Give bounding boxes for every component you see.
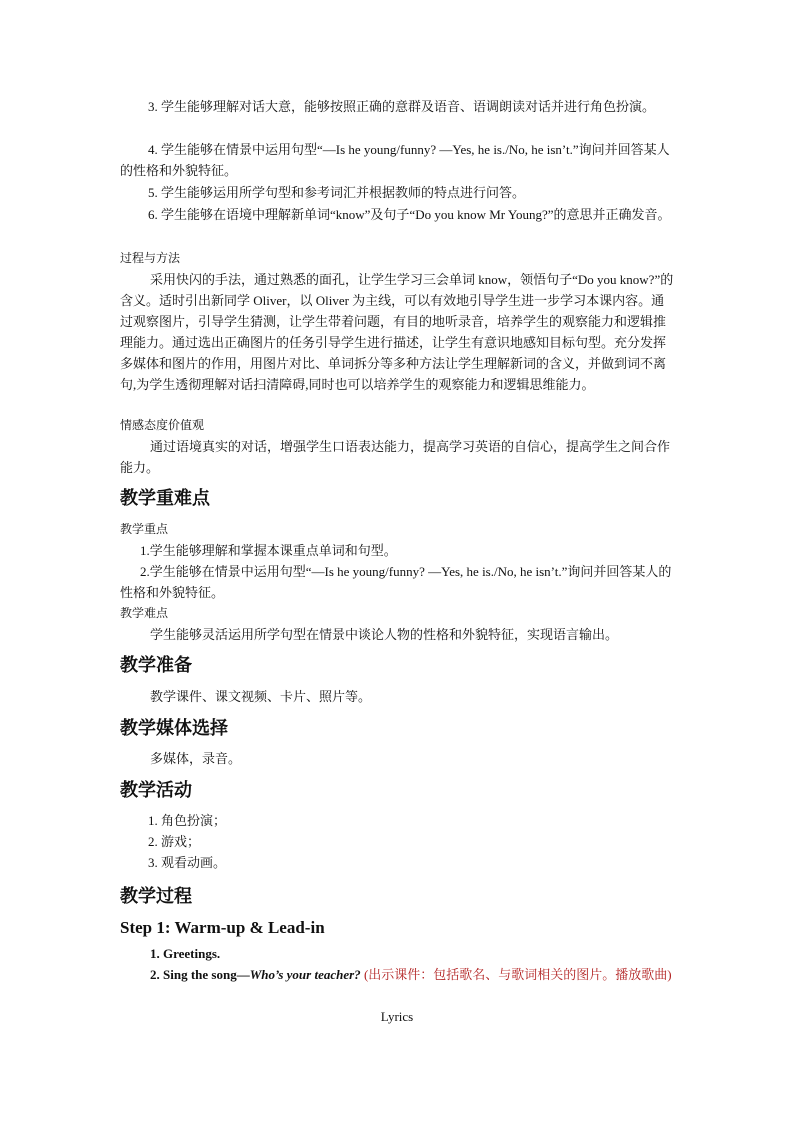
objective-3: 3. 学生能够理解对话大意，能够按照正确的意群及语音、语调朗读对话并进行角色扮演。	[148, 99, 656, 114]
song-title: Who’s your teacher?	[249, 967, 361, 982]
focus-item-1: 1.学生能够理解和掌握本课重点单词和句型。	[140, 543, 397, 558]
focus-item-2: 2.学生能够在情景中运用句型“—Is he young/funny? —Yes, he is./No, he isn’t.”询问并回答某人的性格和外貌特征。	[120, 564, 672, 600]
sing-note: (出示课件：包括歌名、与歌词相关的图片。播放歌曲)	[360, 967, 672, 982]
step-1-heading: Step 1: Warm-up & Lead-in	[120, 918, 325, 937]
prep-heading: 教学准备	[120, 655, 192, 675]
objective-6: 6. 学生能够在语境中理解新单词“know”及句子“Do you know Mr Young?”的意思并正确发音。	[148, 207, 671, 222]
focus-label: 教学重点	[120, 522, 169, 536]
attitude-label: 情感态度价值观	[120, 418, 205, 432]
objective-4: 4. 学生能够在情景中运用句型“—Is he young/funny? —Yes, he is./No, he isn’t.”询问并回答某人的性格和外貌特征。	[120, 142, 670, 178]
media-heading: 教学媒体选择	[120, 718, 228, 738]
process-method-text: 采用快闪的手法，通过熟悉的面孔，让学生学习三会单词 know，领悟句子“Do you know?”的含义。适时引出新同学 Oliver，以 Oliver 为主线，可以有效地引导学生进一步学习本课内容。通过观察图片，引导学生猜测，让学生带着问题，有目的地听录音，培养学生的观察能力和逻辑推理能力。通过选出正确图片的任务引导学生进行描述，让学生有意识地感知目标句型。充分发挥多媒体和图片的作用，用图片对比、单词拆分等多种方法让学生理解新词的含义，并做到词不离句,为学生透彻理解对话扫清障碍,同时也可以培养学生的观察能力和逻辑思维能力。	[120, 272, 674, 392]
media-text: 多媒体，录音。	[150, 751, 242, 766]
activity-item-2: 2. 游戏；	[148, 834, 201, 849]
greetings-item: 1. Greetings.	[150, 946, 221, 961]
attitude-text: 通过语境真实的对话，增强学生口语表达能力，提高学习英语的自信心，提高学生之间合作能力。	[120, 439, 671, 475]
activity-item-1: 1. 角色扮演；	[148, 813, 227, 828]
activities-heading: 教学活动	[120, 780, 192, 800]
activity-item-3: 3. 观看动画。	[148, 855, 227, 870]
teaching-process-heading: 教学过程	[120, 886, 192, 906]
difficulty-label: 教学难点	[120, 606, 169, 620]
sing-song-item	[120, 964, 676, 985]
process-method-label: 过程与方法	[120, 251, 181, 265]
sing-prefix: 2. Sing the song—	[150, 967, 250, 982]
lyrics-label: Lyrics	[380, 1009, 414, 1024]
difficulty-text: 学生能够灵活运用所学句型在情景中谈论人物的性格和外貌特征，实现语言输出。	[150, 627, 619, 642]
key-points-heading: 教学重难点	[120, 488, 210, 508]
prep-text: 教学课件、课文视频、卡片、照片等。	[150, 689, 372, 704]
objective-5: 5. 学生能够运用所学句型和参考词汇并根据教师的特点进行问答。	[148, 185, 526, 200]
